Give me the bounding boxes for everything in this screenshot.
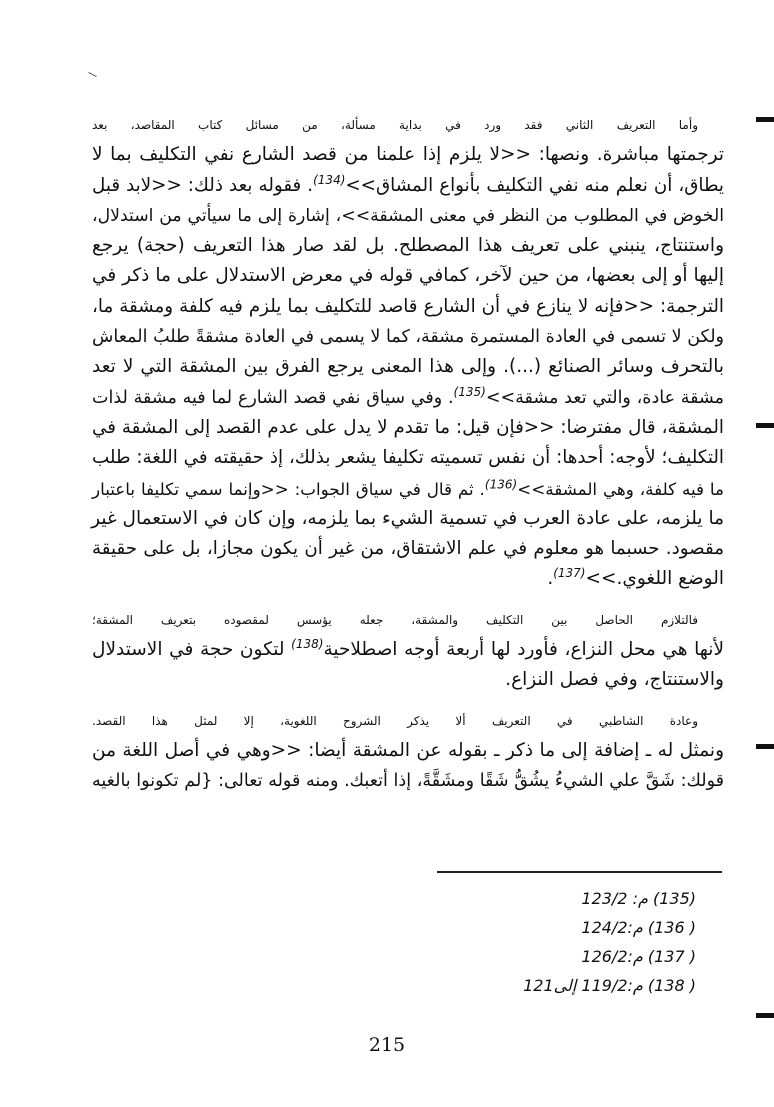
- footnote-separator: [437, 871, 722, 873]
- text-line: ما فيه كلفة، وهي المشقة>>$^{(136)}$. ثم قال في سياق الجواب: <<وإنما سمي تكليفا باعتبار: [92, 476, 724, 499]
- text-line: يطاق، أن نعلم منه نفي التكليف بأنواع المشاق>>$^{(134)}$. فقوله بعد ذلك: <<لابد قبل: [92, 172, 724, 196]
- text-line: لأنها هي محل النزاع، فأورد لها أربعة أوجه اصطلاحية$^{(138)}$ لتكون حجة في الاستدلال: [92, 636, 725, 661]
- footnotes: [420, 884, 696, 1000]
- edge-mark: [756, 1013, 774, 1018]
- text-line: ولكن لا تسمى في العادة المستمرة مشقة، كما لا يسمى في العادة مشقةً طلبُ المعاش: [92, 327, 724, 348]
- paragraph-2: [92, 605, 724, 696]
- footnote-ref: (138): [291, 636, 324, 651]
- body-text: [92, 110, 724, 797]
- text-line: الوضع اللغوي.>>$^{(137)}$.: [547, 566, 724, 590]
- text-line: إليها أو إلى بعضها، من حين لآخر، كمافي قوله في معرض الاستدلال على ما ذكر في: [92, 265, 724, 287]
- text-line: بالتحرف وسائر الصنائع (...). وإلى هذا المعنى يرجع الفرق بين المشقة التي لا تعد: [92, 356, 724, 378]
- paragraph-3: [92, 706, 724, 797]
- text-line: وعادة الشاطبي في التعريف ألا يذكر الشروح اللغوية، إلا لمثل هذا القصد.: [92, 713, 698, 728]
- footnote-ref: (137): [553, 566, 586, 581]
- footnote-ref: (136): [484, 476, 518, 491]
- page-number: 215: [368, 1034, 406, 1056]
- scan-tick-mark: [88, 72, 96, 77]
- text-line: ما يلزمه، على عادة العرب في تسمية الشيء بما يلزمه، وإن كان في الاستعمال غير: [91, 507, 724, 529]
- paragraph-1: [92, 110, 724, 595]
- footnote-137: ( 137) م:126/2: [581, 947, 696, 966]
- footnote-138: ( 138) م:119/2 إلى121: [523, 976, 696, 995]
- text-line: الترجمة: <<فإنه لا ينازع في أن الشارع قاصد للتكليف بما يلزم فيه كلفة ومشقة ما،: [92, 295, 724, 317]
- text-line: مشقة عادة، والتي تعد مشقة>>$^{(135)}$. وفي سياق نفي قصد الشارع لما فيه مشقة لذات: [92, 384, 724, 408]
- text-line: الخوض في المطلوب من النظر في معنى المشقة>>، إشارة إلى ما سيأتي من استدلال،: [92, 205, 724, 226]
- footnote-ref: (135): [453, 384, 486, 399]
- text-line: والاستنتاج، وفي فصل النزاع.: [505, 669, 724, 691]
- text-line: وأما التعريف الثاني فقد ورد في بداية مسألة، من مسائل كتاب المقاصد، بعد: [92, 118, 698, 132]
- edge-mark: [756, 744, 774, 749]
- text-line: ترجمتها مباشرة. ونصها: <<لا يلزم إذا علمنا من قصد الشارع نفي التكليف بما لا: [92, 144, 724, 166]
- text-line: واستنتاج، ينبني على تعريف هذا المصطلح. بل لقد صار هذا التعريف (حجة) يرجع: [92, 235, 724, 257]
- text-line: ونمثل له ـ إضافة إلى ما ذكر ـ بقوله عن المشقة أيضا: <<وهي في أصل اللغة من: [92, 739, 724, 761]
- text-line: التكليف؛ لأوجه: أحدها: أن نفس تسميته تكليفا يشعر بذلك، إذ حقيقته في اللغة: طلب: [92, 447, 724, 469]
- text-line: فالتلازم الحاصل بين التكليف والمشقة، جعله يؤسس لمقصوده بتعريف المشقة؛: [92, 612, 698, 627]
- footnote-136: ( 136) م:124/2: [581, 918, 696, 937]
- text-line: المشقة، قال مفترضا: <<فإن قيل: ما تقدم لا يدل على عدم القصد إلى المشقة في: [92, 416, 724, 438]
- edge-mark: [756, 117, 774, 122]
- text-line: مقصود. حسبما هو معلوم في علم الاشتقاق، من غير أن يكون مجازا، بل على حقيقة: [92, 538, 724, 560]
- footnote-ref: (134): [313, 172, 346, 187]
- edge-mark: [756, 423, 774, 428]
- footnote-135: (135) م: 123/2: [581, 889, 696, 908]
- text-line: قولك: شَقَّ علي الشيءُ يشُقُّ شَقًا ومشَقَّةً، إذا أتعبك. ومنه قوله تعالى: {لم تكونوا بالغيه: [92, 771, 724, 792]
